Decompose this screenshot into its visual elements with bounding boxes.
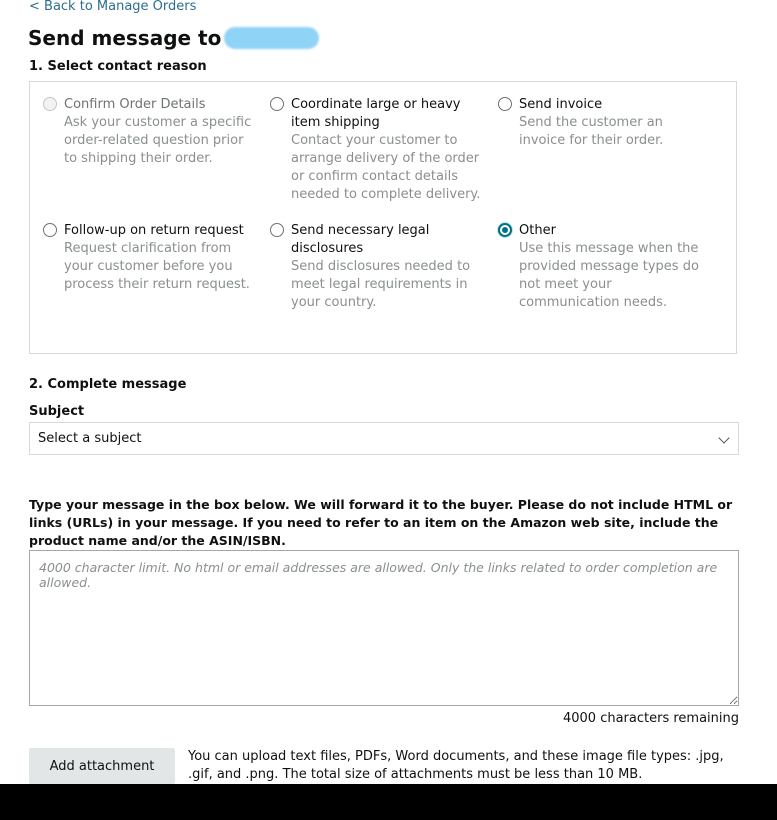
add-attachment-button[interactable]: Add attachment bbox=[29, 748, 175, 784]
message-instructions: Type your message in the box below. We will forward it to the buyer. Please do not include HTML or links (URLs) in your message. If you need to refer to an item on the Amazon web site, include the product name and/or the ASIN/ISBN. bbox=[29, 497, 733, 548]
select-contact-reason-heading: 1. Select contact reason bbox=[29, 59, 207, 74]
reason-title: Send necessary legal disclosures bbox=[291, 223, 430, 256]
reason-description: Use this message when the provided message types do not meet your communication needs. bbox=[519, 241, 699, 310]
reason-title: Follow-up on return request bbox=[64, 223, 244, 238]
redacted-buyer-name bbox=[224, 27, 319, 49]
bottom-bar bbox=[0, 784, 777, 820]
reason-option-send-invoice[interactable] bbox=[498, 96, 713, 150]
subject-dropdown[interactable] bbox=[29, 422, 739, 455]
reason-option-coordinate-shipping[interactable] bbox=[270, 96, 485, 204]
reason-description: Send disclosures needed to meet legal requirements in your country. bbox=[291, 259, 471, 310]
reason-description: Send the customer an invoice for their order. bbox=[519, 115, 664, 148]
radio-coordinate-shipping[interactable] bbox=[270, 97, 284, 111]
subject-selected-value: Select a subject bbox=[38, 431, 142, 446]
reason-description: Ask your customer a specific order-related question prior to shipping their order. bbox=[64, 115, 252, 166]
reason-option-follow-up-return[interactable] bbox=[43, 222, 258, 294]
radio-other[interactable] bbox=[498, 223, 512, 237]
complete-message-heading: 2. Complete message bbox=[29, 377, 187, 392]
contact-reason-group bbox=[29, 81, 737, 354]
reason-description: Contact your customer to arrange delivery of the order or confirm contact details needed to complete delivery. bbox=[291, 133, 481, 202]
radio-confirm-order-details bbox=[43, 97, 57, 111]
subject-label: Subject bbox=[29, 404, 85, 419]
reason-option-legal-disclosures[interactable] bbox=[270, 222, 485, 312]
radio-send-invoice[interactable] bbox=[498, 97, 512, 111]
radio-follow-up-return[interactable] bbox=[43, 223, 57, 237]
characters-remaining: 4000 characters remaining bbox=[562, 711, 739, 726]
message-textarea[interactable] bbox=[29, 550, 739, 706]
reason-option-confirm-order-details bbox=[43, 96, 258, 168]
reason-title: Send invoice bbox=[519, 97, 603, 112]
reason-title: Coordinate large or heavy item shipping bbox=[291, 97, 461, 130]
back-to-manage-orders-link[interactable]: < Back to Manage Orders bbox=[29, 0, 197, 14]
reason-title: Other bbox=[519, 223, 556, 238]
reason-description: Request clarification from your customer before you process their return request. bbox=[64, 241, 250, 292]
page-title-text: Send message to bbox=[28, 26, 222, 50]
radio-legal-disclosures[interactable] bbox=[270, 223, 284, 237]
attachment-note: You can upload text files, PDFs, Word documents, and these image file types: .jpg, .gif, and .png. The total size of attachments must be less than 10 MB. bbox=[188, 749, 724, 782]
reason-option-other[interactable] bbox=[498, 222, 713, 312]
page-title bbox=[28, 26, 319, 50]
reason-title: Confirm Order Details bbox=[64, 97, 206, 112]
chevron-down-icon bbox=[718, 432, 729, 443]
